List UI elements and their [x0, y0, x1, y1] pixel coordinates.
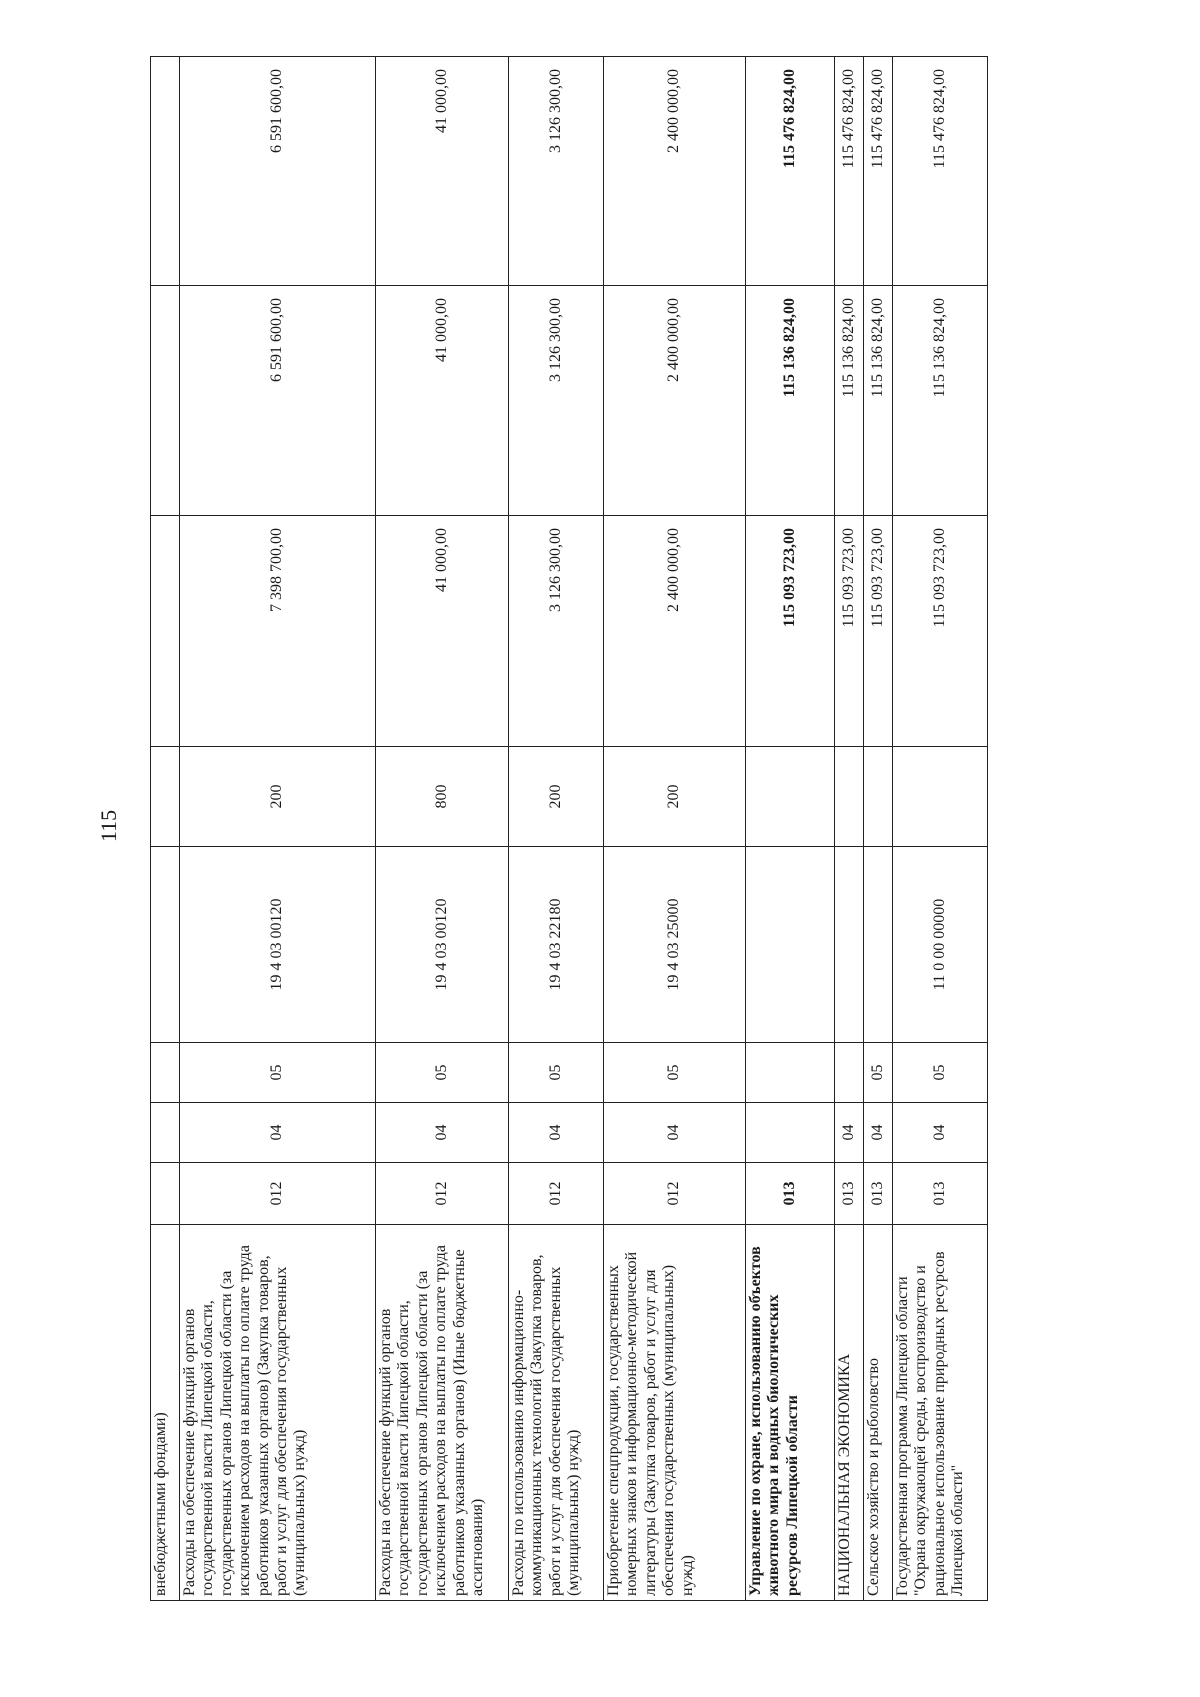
- row-name: НАЦИОНАЛЬНАЯ ЭКОНОМИКА: [835, 1225, 864, 1601]
- row-name: Государственная программа Липецкой области "Охрана окружающей среды, воспроизводство и рациональное использование природных ресурсов Липецкой области": [893, 1225, 988, 1601]
- amount-year-1: 2 400 000,00: [604, 516, 746, 747]
- amount-year-2: 115 136 824,00: [893, 286, 988, 516]
- section-code: 04: [180, 1103, 376, 1163]
- row-name: Сельское хозяйство и рыболовство: [864, 1225, 893, 1601]
- target-article-code: 11 0 00 00000: [893, 847, 988, 1043]
- table-row: [180, 57, 376, 1601]
- row-name: Приобретение спецпродукции, государственных номерных знаков и информационно-методической литературы (Закупка товаров, работ и услуг для обеспечения государственных (муниципальных) нужд): [604, 1225, 746, 1601]
- amount-year-1: 3 126 300,00: [509, 516, 604, 747]
- row-name: Расходы на обеспечение функций органов государственной власти Липецкой области, государственных органов Липецкой области (за исключением расходов на выплаты по оплате труда работников указанных органов) (Закупка товаров, работ и услуг для обеспечения государственных (муниципальных) нужд): [180, 1225, 376, 1601]
- target-article-code: [746, 847, 835, 1043]
- ved-code: 013: [893, 1163, 988, 1225]
- amount-year-2: 115 136 824,00: [835, 286, 864, 516]
- amount-year-3: 3 126 300,00: [509, 57, 604, 286]
- ved-code: 013: [864, 1163, 893, 1225]
- subsection-code: 05: [376, 1043, 509, 1103]
- table-row: [509, 57, 604, 1601]
- amount-year-3: 115 476 824,00: [864, 57, 893, 286]
- subsection-code: 05: [180, 1043, 376, 1103]
- expense-type-code: [746, 747, 835, 847]
- target-article-code: [151, 847, 180, 1043]
- amount-year-3: 115 476 824,00: [746, 57, 835, 286]
- target-article-code: 19 4 03 25000: [604, 847, 746, 1043]
- ved-code: 012: [376, 1163, 509, 1225]
- amount-year-3: [151, 57, 180, 286]
- row-name: внебюджетными фондами): [151, 1225, 180, 1601]
- amount-year-3: 115 476 824,00: [835, 57, 864, 286]
- target-article-code: 19 4 03 22180: [509, 847, 604, 1043]
- amount-year-3: 2 400 000,00: [604, 57, 746, 286]
- expense-type-code: [864, 747, 893, 847]
- ved-code: 013: [746, 1163, 835, 1225]
- amount-year-2: 3 126 300,00: [509, 286, 604, 516]
- amount-year-3: 41 000,00: [376, 57, 509, 286]
- ved-code: 013: [835, 1163, 864, 1225]
- section-code: 04: [604, 1103, 746, 1163]
- amount-year-2: 2 400 000,00: [604, 286, 746, 516]
- amount-year-1: 41 000,00: [376, 516, 509, 747]
- subsection-code: [151, 1043, 180, 1103]
- target-article-code: [864, 847, 893, 1043]
- section-code: 04: [509, 1103, 604, 1163]
- section-code: 04: [893, 1103, 988, 1163]
- subsection-code: 05: [604, 1043, 746, 1103]
- page-number: 115: [96, 809, 121, 842]
- amount-year-3: 115 476 824,00: [893, 57, 988, 286]
- amount-year-1: [151, 516, 180, 747]
- expense-type-code: 200: [180, 747, 376, 847]
- amount-year-1: 115 093 723,00: [835, 516, 864, 747]
- row-name: Расходы на обеспечение функций органов государственной власти Липецкой области, государственных органов Липецкой области (за исключением расходов на выплаты по оплате труда работников указанных органов) (Иные бюджетные ассигнования): [376, 1225, 509, 1601]
- expense-type-code: 200: [604, 747, 746, 847]
- table-row: [893, 57, 988, 1601]
- section-code: 04: [864, 1103, 893, 1163]
- amount-year-1: 7 398 700,00: [180, 516, 376, 747]
- amount-year-1: 115 093 723,00: [864, 516, 893, 747]
- table-row: [864, 57, 893, 1601]
- section-code: [746, 1103, 835, 1163]
- amount-year-2: 115 136 824,00: [864, 286, 893, 516]
- subsection-code: [835, 1043, 864, 1103]
- ved-code: 012: [604, 1163, 746, 1225]
- amount-year-2: 41 000,00: [376, 286, 509, 516]
- subsection-code: [746, 1043, 835, 1103]
- table-row: [376, 57, 509, 1601]
- amount-year-2: 115 136 824,00: [746, 286, 835, 516]
- target-article-code: [835, 847, 864, 1043]
- target-article-code: 19 4 03 00120: [180, 847, 376, 1043]
- table-row: [604, 57, 746, 1601]
- budget-table-container: [150, 57, 967, 1601]
- section-code: 04: [376, 1103, 509, 1163]
- table-body: [151, 57, 988, 1601]
- expense-type-code: [151, 747, 180, 847]
- ved-code: 012: [509, 1163, 604, 1225]
- ved-code: [151, 1163, 180, 1225]
- expense-type-code: [893, 747, 988, 847]
- subsection-code: 05: [864, 1043, 893, 1103]
- row-name: Расходы по использованию информационно-коммуникационных технологий (Закупка товаров, работ и услуг для обеспечения государственных (муниципальных) нужд): [509, 1225, 604, 1601]
- subsection-code: 05: [509, 1043, 604, 1103]
- amount-year-1: 115 093 723,00: [893, 516, 988, 747]
- expense-type-code: [835, 747, 864, 847]
- table-row: [835, 57, 864, 1601]
- amount-year-1: 115 093 723,00: [746, 516, 835, 747]
- amount-year-2: [151, 286, 180, 516]
- amount-year-3: 6 591 600,00: [180, 57, 376, 286]
- target-article-code: 19 4 03 00120: [376, 847, 509, 1043]
- ved-code: 012: [180, 1163, 376, 1225]
- amount-year-2: 6 591 600,00: [180, 286, 376, 516]
- row-name: Управление по охране, использованию объектов животного мира и водных биологических ресурсов Липецкой области: [746, 1225, 835, 1601]
- budget-table: [150, 56, 988, 1601]
- section-code: 04: [835, 1103, 864, 1163]
- table-row: [746, 57, 835, 1601]
- section-code: [151, 1103, 180, 1163]
- expense-type-code: 200: [509, 747, 604, 847]
- subsection-code: 05: [893, 1043, 988, 1103]
- expense-type-code: 800: [376, 747, 509, 847]
- table-row: [151, 57, 180, 1601]
